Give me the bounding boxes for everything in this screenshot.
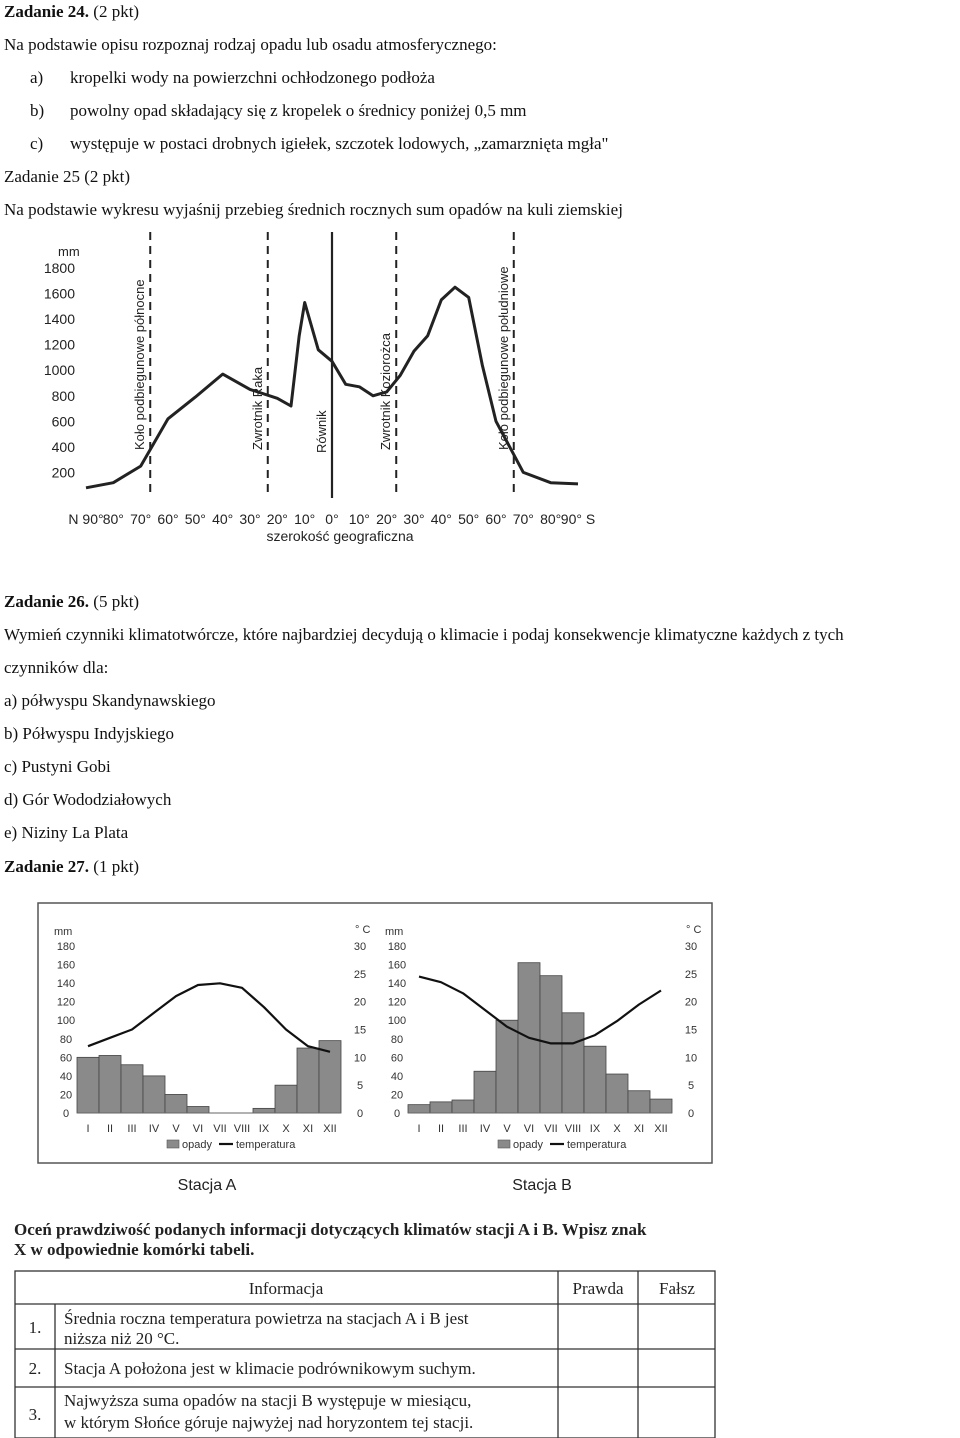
month-label: XII <box>654 1123 668 1135</box>
y-tick-label: 1600 <box>43 285 75 302</box>
temperature-line <box>88 983 330 1052</box>
legend-temp-label: temperatura <box>236 1139 296 1151</box>
precipitation-bar <box>562 1013 584 1113</box>
task24-points: (2 pkt) <box>93 2 140 21</box>
task24-number: Zadanie 24. <box>4 2 90 21</box>
reference-line-label: Koło podbiegunowe południowe <box>495 266 511 450</box>
x-tick-label: 30° <box>403 511 425 527</box>
y-tick-label: 160 <box>387 959 407 972</box>
x-tick-label: N 90° <box>68 511 104 527</box>
answer-cell-true-3[interactable] <box>559 1388 637 1437</box>
header-prawda: Prawda <box>572 1279 624 1298</box>
y-tick-label: 140 <box>387 978 407 991</box>
task27-points: (1 pkt) <box>93 857 140 876</box>
precipitation-bar <box>77 1057 99 1113</box>
month-label: V <box>503 1123 511 1135</box>
y-tick-label: 1000 <box>43 362 75 379</box>
precipitation-bar <box>99 1055 121 1113</box>
answer-cell-true-1[interactable] <box>559 1305 637 1348</box>
month-label: VI <box>523 1123 535 1135</box>
y2-tick-label: 25 <box>684 968 698 981</box>
x-tick-label: 70° <box>130 511 152 527</box>
month-label: XI <box>633 1123 645 1135</box>
month-label: VIII <box>564 1123 582 1135</box>
y2-tick-label: 15 <box>353 1024 367 1037</box>
precipitation-bar <box>430 1102 452 1113</box>
month-label: XII <box>323 1123 337 1135</box>
month-label: IV <box>479 1123 491 1135</box>
y2-tick-label: 10 <box>353 1052 367 1065</box>
y-tick-label: 60 <box>59 1052 73 1065</box>
task25-title: Zadanie 25 (2 pkt) <box>4 167 131 186</box>
task26-item-d: d) Gór Wododziałowych <box>4 790 172 809</box>
item-label: b) <box>30 101 45 120</box>
x-tick-label: 10° <box>294 511 316 527</box>
reference-line-label: Równik <box>314 410 329 453</box>
row-text: Najwyższa suma opadów na stacji B występuje w miesiącu, <box>64 1391 472 1410</box>
month-label: I <box>86 1123 90 1135</box>
row-number: 2. <box>28 1359 42 1378</box>
x-tick-label: 50° <box>184 511 206 527</box>
instruction-line1: Oceń prawdziwość podanych informacji dotyczących klimatów stacji A i B. Wpisz znak <box>14 1220 647 1239</box>
task26-intro-line1: Wymień czynniki klimatotwórcze, które najbardziej decydują o klimacie i podaj konsekwencje klimatyczne każdych z tych <box>4 625 844 644</box>
x-tick-label: 80° <box>102 511 124 527</box>
x-tick-label: 50° <box>458 511 480 527</box>
row-text: w którym Słońce góruje najwyżej nad horyzontem tej stacji. <box>64 1413 474 1432</box>
climate-diagrams-figure <box>0 895 960 1205</box>
x-tick-label: 0° <box>325 511 339 527</box>
answer-cell-false-2[interactable] <box>639 1350 714 1386</box>
y-tick-label: 60 <box>390 1052 404 1065</box>
legend-temp-label: temperatura <box>567 1139 627 1151</box>
month-label: II <box>437 1123 445 1135</box>
month-label: III <box>458 1123 468 1135</box>
y-tick-label: 80 <box>390 1033 404 1046</box>
y2-tick-label: 20 <box>684 996 698 1009</box>
row-text: Średnia roczna temperatura powietrza na stacjach A i B jest <box>64 1309 469 1328</box>
y2-axis-unit: ° C <box>355 924 371 936</box>
y-tick-label: 120 <box>387 996 407 1009</box>
task26-title <box>4 591 139 613</box>
month-label: III <box>127 1123 137 1135</box>
reference-line-label: Zwrotnik Koziorożca <box>378 332 394 450</box>
precipitation-bar <box>297 1048 319 1113</box>
legend-precip-swatch <box>498 1140 510 1148</box>
y2-tick-label: 0 <box>687 1108 695 1120</box>
y2-tick-label: 5 <box>687 1080 695 1093</box>
y-tick-label: 180 <box>56 941 76 953</box>
month-label: IX <box>589 1123 601 1135</box>
month-label: VII <box>213 1123 227 1135</box>
task27-number: Zadanie 27. <box>4 857 90 876</box>
station-title: Stacja A <box>177 1177 237 1194</box>
x-tick-label: 40° <box>430 511 452 527</box>
y-tick-label: 1800 <box>43 260 75 276</box>
station-title: Stacja B <box>512 1177 572 1194</box>
reference-line-label: Zwrotnik Raka <box>249 366 265 450</box>
task25-intro: Na podstawie wykresu wyjaśnij przebieg średnich rocznych sum opadów na kuli ziemskiej <box>4 200 623 219</box>
month-label: VII <box>544 1123 558 1135</box>
month-label: IX <box>258 1123 270 1135</box>
item-text: kropelki wody na powierzchni ochłodzonego podłoża <box>70 68 435 87</box>
x-tick-label: 90° S <box>560 511 596 527</box>
item-label: c) <box>30 134 44 153</box>
y-axis-unit: mm <box>58 244 80 259</box>
task27-title <box>4 856 139 878</box>
y-tick-label: 400 <box>51 438 75 455</box>
month-label: II <box>106 1123 114 1135</box>
precipitation-bar <box>650 1099 672 1113</box>
y-tick-label: 40 <box>59 1070 73 1083</box>
y2-tick-label: 15 <box>684 1024 698 1037</box>
y-tick-label: 180 <box>387 941 407 953</box>
y-tick-label: 600 <box>51 413 75 430</box>
precipitation-bar <box>143 1076 165 1113</box>
item-label: a) <box>30 68 44 87</box>
y-tick-label: 1400 <box>43 311 75 328</box>
precipitation-bar <box>496 1020 518 1113</box>
task26-item-b: b) Półwyspu Indyjskiego <box>4 724 174 743</box>
month-label: I <box>417 1123 421 1135</box>
task26-item-a: a) półwyspu Skandynawskiego <box>4 691 216 710</box>
precipitation-bar <box>452 1100 474 1113</box>
climate-figure-frame <box>38 903 712 1163</box>
y-axis-unit: mm <box>385 926 404 938</box>
task26-item-c: c) Pustyni Gobi <box>4 757 111 776</box>
month-label: V <box>172 1123 180 1135</box>
precipitation-latitude-chart <box>0 228 960 558</box>
y-tick-label: 20 <box>59 1089 73 1102</box>
y-tick-label: 800 <box>51 387 75 404</box>
legend-precip-label: opady <box>513 1139 543 1151</box>
y-tick-label: 100 <box>387 1015 407 1028</box>
row-number: 1. <box>28 1318 42 1337</box>
month-label: X <box>613 1123 621 1135</box>
x-tick-label: 20° <box>266 511 288 527</box>
answer-cells <box>559 1305 714 1437</box>
answer-cell-true-2[interactable] <box>559 1350 637 1386</box>
answer-cell-false-1[interactable] <box>639 1305 714 1348</box>
reference-line-label: Koło podbiegunowe północne <box>132 279 148 450</box>
y2-tick-label: 0 <box>356 1108 364 1120</box>
precipitation-bar <box>606 1074 628 1113</box>
task27-table-figure <box>0 1205 960 1438</box>
y-tick-label: 100 <box>56 1015 76 1028</box>
x-tick-label: 40° <box>212 511 234 527</box>
instruction-line2: X w odpowiednie komórki tabeli. <box>14 1240 255 1259</box>
y-tick-label: 1200 <box>43 336 75 353</box>
task26-intro-line2: czynników dla: <box>4 658 109 677</box>
row-number: 3. <box>28 1405 42 1424</box>
header-falsz: Fałsz <box>659 1279 695 1298</box>
row-text: niższa niż 20 °C. <box>64 1329 180 1348</box>
y-tick-label: 160 <box>56 959 76 972</box>
item-text: powolny opad składający się z kropelek o średnicy poniżej 0,5 mm <box>70 101 527 120</box>
task24-title <box>4 1 139 23</box>
precipitation-bar <box>121 1065 143 1113</box>
y2-tick-label: 10 <box>684 1052 698 1065</box>
y-tick-label: 200 <box>51 464 75 481</box>
answer-cell-false-3[interactable] <box>639 1388 714 1437</box>
legend-precip-swatch <box>167 1140 179 1148</box>
precipitation-bar <box>408 1105 430 1113</box>
precipitation-bar <box>584 1046 606 1113</box>
y2-tick-label: 20 <box>353 996 367 1009</box>
month-label: XI <box>302 1123 314 1135</box>
y2-tick-label: 30 <box>684 941 698 953</box>
precipitation-bar <box>165 1094 187 1113</box>
month-label: VIII <box>233 1123 251 1135</box>
y-axis-unit: mm <box>54 926 73 938</box>
task26-number: Zadanie 26. <box>4 592 90 611</box>
y-tick-label: 40 <box>390 1070 404 1083</box>
task24-intro: Na podstawie opisu rozpoznaj rodzaj opadu lub osadu atmosferycznego: <box>4 35 497 54</box>
header-informacja: Informacja <box>248 1279 324 1298</box>
precipitation-bar <box>628 1091 650 1113</box>
y2-tick-label: 25 <box>353 968 367 981</box>
y-tick-label: 140 <box>56 978 76 991</box>
task26-item-e: e) Niziny La Plata <box>4 823 129 842</box>
y2-axis-unit: ° C <box>686 924 702 936</box>
task26-points: (5 pkt) <box>93 592 140 611</box>
precipitation-bar <box>275 1085 297 1113</box>
x-tick-label: 60° <box>485 511 507 527</box>
month-label: VI <box>192 1123 204 1135</box>
y-tick-label: 0 <box>393 1108 401 1120</box>
x-tick-label: 10° <box>348 511 370 527</box>
y2-tick-label: 5 <box>356 1080 364 1093</box>
precipitation-bar <box>474 1071 496 1113</box>
precipitation-bar <box>187 1107 209 1113</box>
y-tick-label: 0 <box>62 1108 70 1120</box>
x-tick-label: 80° <box>540 511 562 527</box>
x-tick-label: 70° <box>512 511 534 527</box>
y-tick-label: 20 <box>390 1089 404 1102</box>
x-tick-label: 20° <box>376 511 398 527</box>
x-tick-label: 30° <box>239 511 261 527</box>
month-label: X <box>282 1123 290 1135</box>
y2-tick-label: 30 <box>353 941 367 953</box>
legend-precip-label: opady <box>182 1139 212 1151</box>
month-label: IV <box>148 1123 160 1135</box>
y-tick-label: 120 <box>56 996 76 1009</box>
x-tick-label: 60° <box>157 511 179 527</box>
y-tick-label: 80 <box>59 1033 73 1046</box>
precipitation-bar <box>253 1108 275 1113</box>
x-axis-label: szerokość geograficzna <box>266 528 414 544</box>
item-text: występuje w postaci drobnych igiełek, szczotek lodowych, „zamarznięta mgła" <box>70 134 609 153</box>
row-text: Stacja A położona jest w klimacie podrównikowym suchym. <box>64 1359 476 1378</box>
